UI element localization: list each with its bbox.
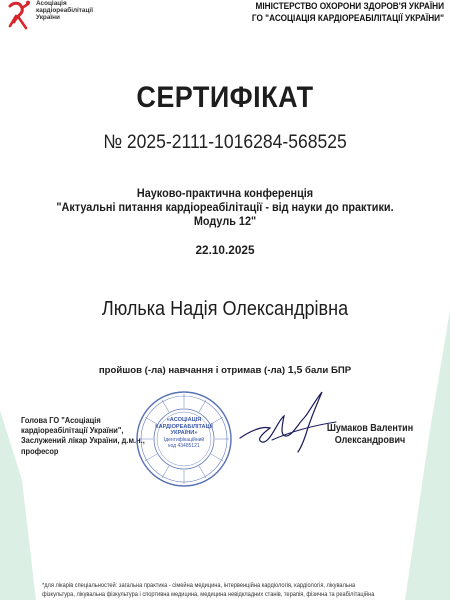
seal-id-code: код 43485121 <box>168 443 200 450</box>
chairman-line-3: Заслужений лікар України, д.м.н., <box>21 435 145 446</box>
handwritten-signature <box>232 380 342 460</box>
footnote-line-2: фізкультура, лікувальна фізкультура і спортивна медицина, медицина невідкладних станів, терапія, фізична та реабілітаційна <box>42 591 375 598</box>
association-logo <box>6 0 116 36</box>
logo-line-2: кардіореабілітації <box>36 7 93 15</box>
points-suffix: бали БПР <box>305 365 352 376</box>
logo-line-1: Асоціація <box>36 0 67 7</box>
certificate-title: СЕРТИФІКАТ <box>136 81 314 114</box>
official-seal-stamp <box>134 389 234 489</box>
signatory-name-line-1: Шумаков Валентин <box>326 423 414 434</box>
participant-name: Люлька Надія Олександрівна <box>101 297 349 320</box>
signatory-name-line-2: Олександрович <box>334 435 406 446</box>
event-line-2: "Актуальні питання кардіореабілітації - від науки до практики. <box>56 200 394 214</box>
ministry-line-1: МІНІСТЕРСТВО ОХОРОНИ ЗДОРОВ'Я УКРАЇНИ <box>255 1 444 12</box>
heart-runner-logo-icon <box>6 0 34 32</box>
chairman-title <box>21 415 145 456</box>
seal-line-1: «АСОЦІАЦІЯ <box>166 417 202 423</box>
event-date: 22.10.2025 <box>195 243 255 257</box>
points-value: 1,5 <box>287 364 303 376</box>
ministry-header <box>238 1 444 24</box>
event-title <box>18 186 432 228</box>
footnote-line-1: *для лікарів спеціальностей: загальна практика - сімейна медицина, інтервенційна кардіологія, кардіологія, лікувальна <box>42 582 356 589</box>
logo-text <box>36 0 93 22</box>
certificate-number: № 2025-2111-1016284-568525 <box>103 131 347 153</box>
chairman-line-2: кардіореабілітації України", <box>21 425 124 436</box>
seal-line-2: КАРДІОРЕАБІЛІТАЦІЇ <box>155 423 213 430</box>
signatory-name <box>321 423 420 447</box>
seal-line-3: УКРАЇНИ» <box>170 430 198 437</box>
chairman-line-4: професор <box>21 445 59 456</box>
event-line-3: Модуль 12" <box>193 214 257 228</box>
completion-prefix: пройшов (-ла) навчання і отримав (-ла) <box>98 365 286 376</box>
specialties-footnote <box>42 581 375 599</box>
seal-id-label: Ідентифікаційний <box>163 436 205 443</box>
ministry-line-2: ГО "АСОЦІАЦІЯ КАРДІОРЕАБІЛІТАЦІЇ УКРАЇНИ" <box>251 12 444 24</box>
event-line-1: Науково-практична конференція <box>136 186 314 200</box>
seal-text <box>134 417 234 450</box>
completion-statement <box>0 364 450 376</box>
logo-line-3: України <box>36 14 60 22</box>
chairman-line-1: Голова ГО "Асоціація <box>21 415 101 425</box>
